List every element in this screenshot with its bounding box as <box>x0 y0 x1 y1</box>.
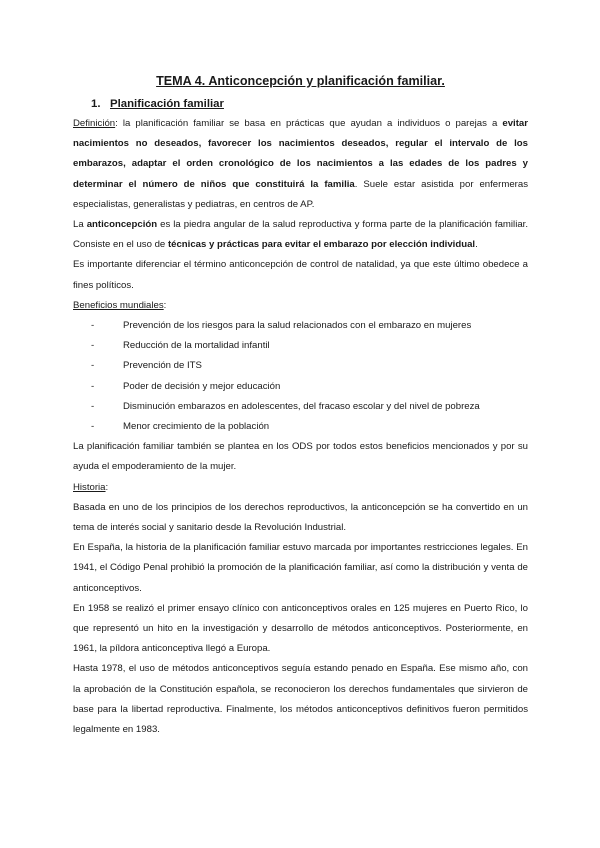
list-item <box>73 316 528 336</box>
anticoncepcion-paragraph <box>73 215 528 255</box>
history-paragraph-3: En 1958 se realizó el primer ensayo clínico con anticonceptivos orales en 125 mujeres en Puerto Rico, lo que representó un hito en la investigación y desarrollo de métodos anticonceptivos. Posteriormente, en 1961, la píldora anticonceptiva llegó a Europa. <box>73 602 528 655</box>
ods-paragraph: La planificación familiar también se plantea en los ODS por todos estos beneficios mencionados y por su ayuda el empoderamiento de la mujer. <box>73 441 528 473</box>
section-label: Planificación familiar <box>110 98 224 110</box>
list-item <box>73 336 528 356</box>
dash-bullet-icon: - <box>91 380 95 392</box>
list-item <box>73 356 528 376</box>
definition-bold: evitar nacimientos no deseados, favorecer los nacimientos deseados, regular el intervalo de los embarazos, adaptar el orden cronológico de los nacimientos a las edades de los padres y determinar el número de niños que constituirá la familia <box>73 118 528 190</box>
history-paragraph-2: En España, la historia de la planificación familiar estuvo marcada por importantes restricciones legales. En 1941, el Código Penal prohibió la promoción de la planificación familiar, así como la distribución y venta de anticonceptivos. <box>73 542 528 594</box>
difference-paragraph: Es importante diferenciar el término anticoncepción de control de natalidad, ya que este último obedece a fines políticos. <box>73 259 528 291</box>
document-body <box>73 72 528 740</box>
dash-bullet-icon: - <box>91 360 95 372</box>
benefits-heading <box>73 296 528 316</box>
definition-paragraph <box>73 114 528 215</box>
history-label: Historia <box>73 481 106 493</box>
anticoncepcion-term: anticoncepción <box>86 219 158 231</box>
list-item <box>73 377 528 397</box>
anticoncepcion-text-1: La <box>73 219 87 231</box>
list-item <box>73 417 528 437</box>
list-item-text: Reducción de la mortalidad infantil <box>123 340 270 352</box>
history-heading <box>73 478 528 498</box>
benefits-list <box>73 316 528 437</box>
definition-text-2: . Suele estar asistida por enfermeras especialistas, generalistas y pediatras, en centros de AP. <box>73 178 528 210</box>
list-item-text: Prevención de los riesgos para la salud relacionados con el embarazo en mujeres <box>123 320 472 332</box>
list-item-text: Menor crecimiento de la población <box>123 421 270 433</box>
history-colon: : <box>105 481 109 493</box>
definition-text-1: : la planificación familiar se basa en prácticas que ayudan a individuos o parejas a <box>115 118 503 129</box>
anticoncepcion-text-2: es la piedra angular de la salud reproductiva y forma parte de la planificación familiar. Consiste en el uso de <box>73 219 528 251</box>
section-heading <box>91 95 528 113</box>
anticoncepcion-bold: técnicas y prácticas para evitar el embarazo por elección individual <box>167 239 476 251</box>
list-item <box>73 397 528 417</box>
benefits-label: Beneficios mundiales <box>73 299 164 311</box>
document-title: TEMA 4. Anticoncepción y planificación familiar. <box>156 74 445 88</box>
dash-bullet-icon: - <box>91 400 95 412</box>
dash-bullet-icon: - <box>91 320 95 332</box>
dash-bullet-icon: - <box>91 340 95 352</box>
anticoncepcion-text-3: . <box>475 239 478 251</box>
list-item-text: Disminución embarazos en adolescentes, del fracaso escolar y del nivel de pobreza <box>123 400 480 412</box>
list-item-text: Poder de decisión y mejor educación <box>123 380 281 392</box>
list-item-text: Prevención de ITS <box>123 360 202 372</box>
history-paragraph-1: Basada en uno de los principios de los derechos reproductivos, la anticoncepción se ha convertido en un tema de interés social y sanitario desde la Revolución Industrial. <box>73 501 528 534</box>
definition-label: Definición <box>73 118 116 129</box>
dash-bullet-icon: - <box>91 421 95 433</box>
history-paragraph-4: Hasta 1978, el uso de métodos anticonceptivos seguía estando penado en España. Ese mismo año, con la aprobación de la Constitución española, se reconocieron los derechos fundamentales que sirvieron de base para la libertad reproductiva. Finalmente, los métodos anticonceptivos definitivos fueron permitidos legalmente en 1983. <box>73 663 528 736</box>
benefits-colon: : <box>163 299 167 311</box>
section-number: 1. <box>91 98 101 110</box>
